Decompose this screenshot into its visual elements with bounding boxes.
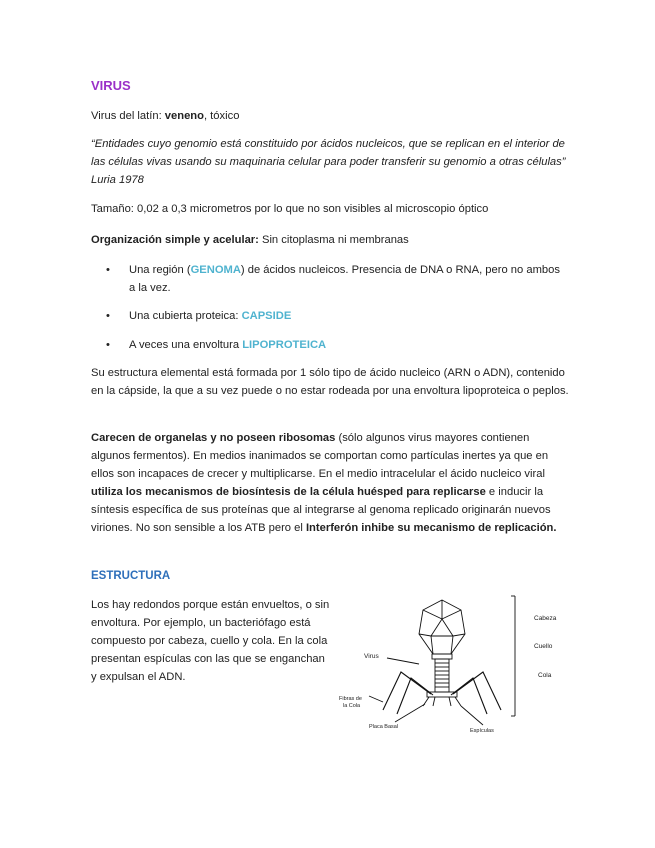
etymology-suffix: , tóxico — [203, 110, 240, 122]
bullet-glyph: • — [106, 339, 110, 351]
label-fibras-1: Fibras de — [339, 696, 362, 702]
label-fibras-2: la Cola — [343, 703, 361, 709]
capside-keyword: CAPSIDE — [241, 310, 292, 322]
etymology-prefix: Virus del latín: — [91, 110, 165, 122]
list-item-text: Una región ( — [129, 264, 191, 276]
list-item-text: ) de ácidos nucleicos. Presencia de DNA o RNA, pero no ambos a la vez. — [129, 264, 560, 294]
organization-line — [91, 231, 571, 249]
label-cuello: Cuello — [534, 643, 553, 650]
no-organelles-bold: Carecen de organelas y no poseen ribosomas — [91, 432, 336, 444]
phage-collar — [432, 654, 452, 659]
paragraph-text: (sólo algunos virus mayores contienen algunos fermentos). En medios inanimados se comportan como partículas inertes ya que en ellos son incapaces de crecer y multiplicarse. En el medio intracelular el ácido nucleico viral — [91, 432, 549, 480]
label-espiculas: Espículas — [470, 728, 494, 734]
definition-quote: “Entidades cuyo genomio está constituido por ácidos nucleicos, que se replican en el interior de las células vivas usando su maquinaria celular para poder transferir su genomio a otras células” Luria 1978 — [91, 138, 566, 186]
characteristics-paragraph — [91, 429, 571, 537]
label-virus: Virus — [364, 653, 379, 660]
biosynthesis-bold: utiliza los mecanismos de biosíntesis de la célula huésped para replicarse — [91, 486, 486, 498]
component-list — [91, 261, 561, 354]
lipoproteica-keyword: LIPOPROTEICA — [242, 339, 327, 351]
label-cabeza: Cabeza — [534, 615, 557, 622]
list-item — [91, 336, 561, 354]
bacteriophage-description: Los hay redondos porque están envueltos, o sin envoltura. Por ejemplo, un bacteriófago está compuesto por cabeza, cuello y cola. En la cola presentan espículas con las que se enganchan y expulsan el ADN. — [91, 599, 330, 683]
list-item-text: A veces una envoltura — [129, 339, 243, 351]
label-cola: Cola — [538, 672, 552, 679]
label-placa: Placa Basal — [369, 724, 399, 730]
page-title: VIRUS — [91, 78, 131, 93]
phage-tail — [435, 659, 449, 692]
etymology-line — [91, 107, 571, 125]
genoma-keyword: GENOMA — [190, 264, 241, 276]
list-item — [91, 307, 561, 325]
paragraph-text: e inducir la síntesis específica de sus proteínas que al integrarse al genoma replicado originarán nuevos viriones. No son sensible a los ATB pero el — [91, 486, 551, 534]
bullet-glyph: • — [106, 310, 110, 322]
bacteriophage-diagram — [335, 592, 575, 742]
organization-rest: Sin citoplasma ni membranas — [258, 234, 409, 246]
list-item — [91, 261, 561, 297]
list-item-text: Una cubierta proteica: — [129, 310, 242, 322]
section-heading-estructura: ESTRUCTURA — [91, 570, 171, 582]
etymology-bold: veneno — [164, 110, 204, 122]
bullet-glyph: • — [106, 264, 110, 276]
size-line: Tamaño: 0,02 a 0,3 micrometros por lo que no son visibles al microscopio óptico — [91, 203, 489, 215]
organization-bold: Organización simple y acelular: — [91, 234, 259, 246]
phage-spikes — [423, 697, 461, 706]
interferon-bold: Interferón inhibe su mecanismo de replicación. — [305, 522, 557, 534]
phage-tail-fibers — [383, 672, 501, 714]
structure-paragraph: Su estructura elemental está formada por 1 sólo tipo de ácido nucleico (ARN o ADN), contenido en la cápside, la que a su vez puede o no estar rodeada por una envoltura lipoproteica o peplos. — [91, 367, 569, 397]
